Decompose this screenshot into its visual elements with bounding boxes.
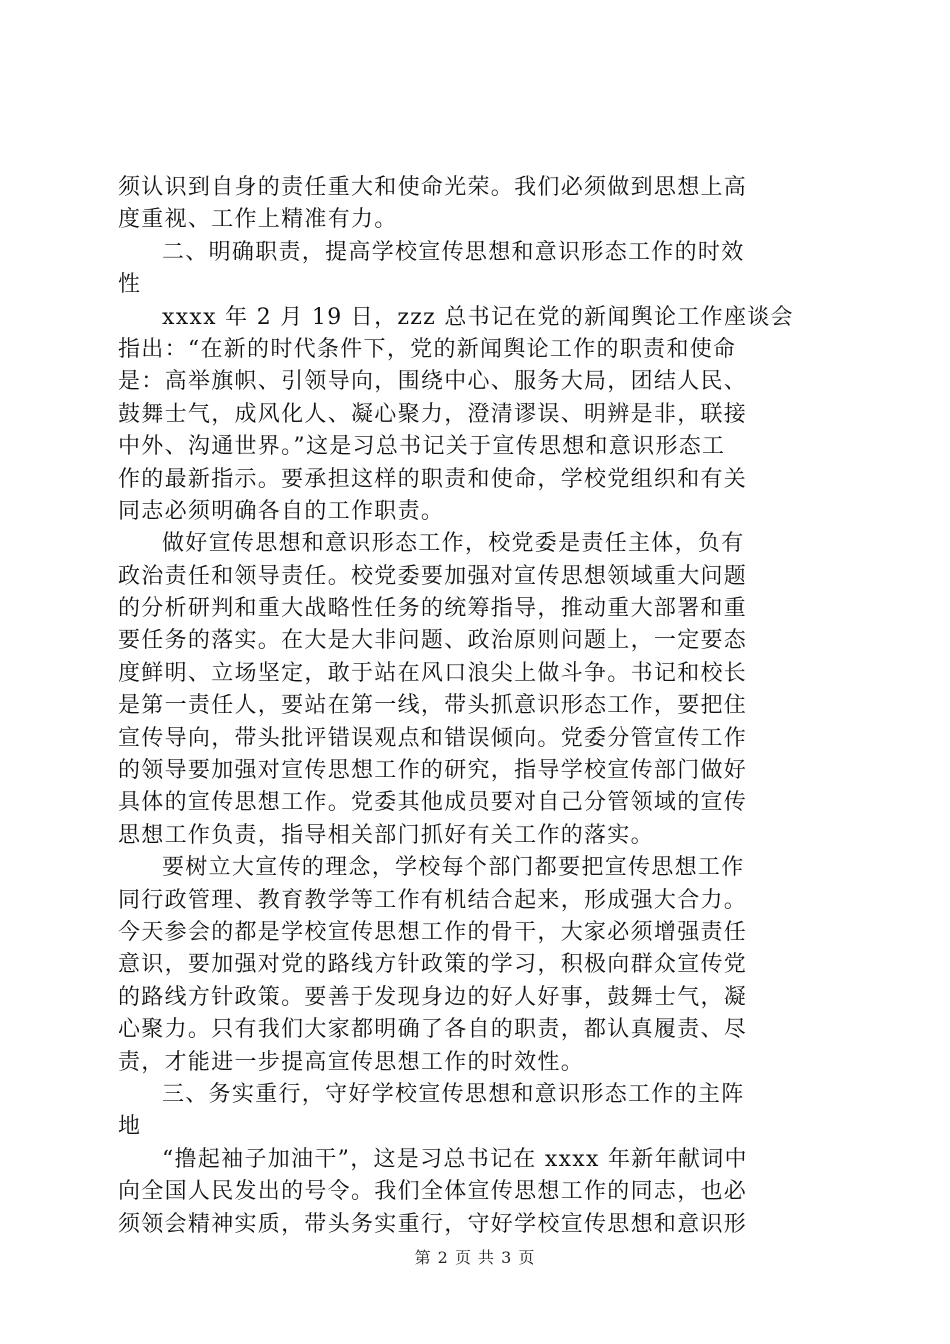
text-line: 度重视、工作上精准有力。 [118,207,398,233]
text-line: 的分析研判和重大战略性任务的统筹指导，推动重大部署和重 [118,596,748,622]
text-line: 是第一责任人，要站在第一线，带头抓意识形态工作，要把住 [118,693,748,719]
text-line: 意识，要加强对党的路线方针政策的学习，积极向群众宣传党 [118,952,748,978]
section-heading-continued: 性 [118,272,142,298]
text-line: 是：高举旗帜、引领导向，围绕中心、服务大局，团结人民、 [118,369,748,395]
document-body [118,172,833,1241]
text-line: 度鲜明、立场坚定，敢于站在风口浪尖上做斗争。书记和校长 [118,660,748,686]
text-line: 同行政管理、教育教学等工作有机结合起来，形成强大合力。 [118,887,748,913]
text-line: xxxx 年 2 月 19 日，zzz 总书记在党的新闻舆论工作座谈会 [162,304,794,330]
text-line: 政治责任和领导责任。校党委要加强对宣传思想领域重大问题 [118,563,748,589]
page-number-footer: 第 2 页 共 3 页 [414,1248,536,1267]
text-line: 须认识到自身的责任重大和使命光荣。我们必须做到思想上高 [118,175,748,200]
text-line: 的领导要加强对宣传思想工作的研究，指导学校宣传部门做好 [118,758,748,784]
text-line: 具体的宣传思想工作。党委其他成员要对自己分管领域的宣传 [118,790,748,816]
text-line: 心聚力。只有我们大家都明确了各自的职责，都认真履责、尽 [118,1017,748,1043]
text-line: “撸起袖子加油干”，这是习总书记在 xxxx 年新年献词中 [162,1146,748,1172]
text-line: 向全国人民发出的号令。我们全体宣传思想工作的同志，也必 [118,1179,748,1205]
section-heading: 二、明确职责，提高学校宣传思想和意识形态工作的时效 [162,239,745,265]
text-line: 中外、沟通世界。”这是习总书记关于宣传思想和意识形态工 [118,434,726,460]
text-line: 作的最新指示。要承担这样的职责和使命，学校党组织和有关 [118,466,748,492]
text-line: 责，才能进一步提高宣传思想工作的时效性。 [118,1049,585,1075]
text-line: 思想工作负责，指导相关部门抓好有关工作的落实。 [118,822,654,848]
text-line: 宣传导向，带头批评错误观点和错误倾向。党委分管宣传工作 [118,725,748,751]
text-line: 做好宣传思想和意识形态工作，校党委是责任主体，负有 [162,531,745,557]
text-line: 今天参会的都是学校宣传思想工作的骨干，大家必须增强责任 [118,919,748,945]
text-line: 同志必须明确各自的工作职责。 [118,498,445,524]
text-line: 鼓舞士气，成风化人、凝心聚力，澄清谬误、明辨是非，联接 [118,401,748,427]
text-line: 须领会精神实质，带头务实重行，守好学校宣传思想和意识形 [118,1211,748,1237]
text-line: 指出：“在新的时代条件下，党的新闻舆论工作的职责和使命 [118,336,737,362]
text-line: 的路线方针政策。要善于发现身边的好人好事，鼓舞士气，凝 [118,984,748,1010]
section-heading: 三、务实重行，守好学校宣传思想和意识形态工作的主阵 [162,1081,745,1107]
text-line: 要任务的落实。在大是大非问题、政治原则问题上，一定要态 [118,628,748,654]
section-heading-continued: 地 [118,1114,142,1140]
text-line: 要树立大宣传的理念，学校每个部门都要把宣传思想工作 [162,855,745,881]
